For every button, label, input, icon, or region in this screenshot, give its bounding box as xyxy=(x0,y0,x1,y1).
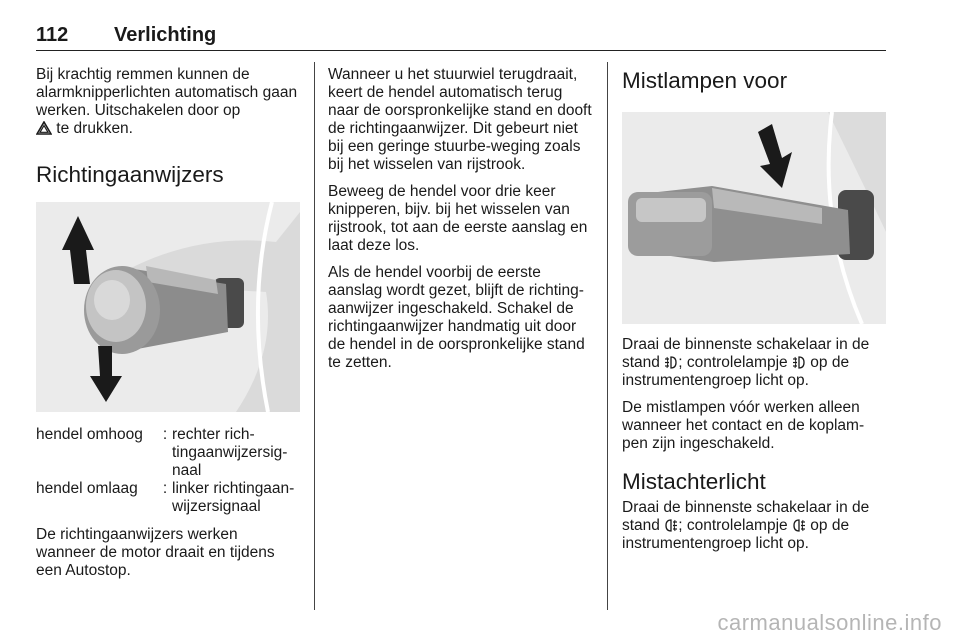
rear-fog-light-icon xyxy=(664,519,678,532)
rear-fog-text-c: op de instrumentengroep licht op. xyxy=(622,517,850,552)
page-header xyxy=(36,22,886,51)
paragraph-return: Wanneer u het stuurwiel terugdraait, keert de hendel automatisch terug naar de oorspronkelijke stand en dooft de richtingaanwijzer. Dit gebeurt niet bij een geringe stuurbe-weging zoals bij het wisselen van rijstrook. xyxy=(328,66,592,173)
front-fog-text-a: Draai de binnenste schakelaar in de stand xyxy=(622,336,870,371)
hazard-paragraph xyxy=(36,66,300,138)
watermark[interactable]: carmanualsonline.info xyxy=(717,610,942,635)
heading-rear-fog: Mistachterlicht xyxy=(622,469,766,494)
front-fog-text-c: op de instrumentengroep licht op. xyxy=(622,354,850,389)
hazard-text: Bij krachtig remmen kunnen de alarmknipperlichten automatisch gaan werken. Uitschakelen door op xyxy=(36,66,298,119)
turn-signal-lever-illustration xyxy=(36,202,300,412)
front-fog-text-b: ; controlelampje xyxy=(678,354,792,371)
column-divider xyxy=(607,62,608,610)
paragraph-permanent: Als de hendel voorbij de eerste aanslag wordt gezet, blijft de richting-aanwijzer ingeschakeld. Schakel de richtingaanwijzer handmatig uit door de hendel in de oorspronkelijke stand te zetten. xyxy=(328,264,585,371)
turn-signal-note: De richtingaanwijzers werken wanneer de motor draait en tijdens een Autostop. xyxy=(36,526,275,579)
term-lever-up: hendel omhoog xyxy=(36,426,143,443)
section-title: Verlichting xyxy=(114,24,217,46)
column-right xyxy=(622,66,886,562)
desc-right-signal: rechter rich-tingaanwijzersig-naal xyxy=(172,426,288,479)
front-fog-light-icon xyxy=(664,356,678,369)
separator: : xyxy=(162,426,168,443)
heading-turn-signals: Richtingaanwijzers xyxy=(36,162,224,187)
rear-fog-text-b: ; controlelampje xyxy=(678,517,792,534)
column-left xyxy=(36,66,300,589)
page-number: 112 xyxy=(36,24,69,46)
column-middle xyxy=(328,66,594,381)
heading-front-fog: Mistlampen voor xyxy=(622,68,788,93)
front-fog-light-icon xyxy=(792,356,806,369)
term-lever-down: hendel omlaag xyxy=(36,480,138,497)
desc-left-signal: linker richtingaan-wijzersignaal xyxy=(172,480,295,515)
separator: : xyxy=(162,480,168,497)
paragraph-three-blinks: Beweeg de hendel voor drie keer knipperen, bijv. bij het wisselen van rijstrook, tot aan de eerste aanslag en laat deze los. xyxy=(328,183,588,254)
fog-lamp-lever-illustration xyxy=(622,112,886,324)
front-fog-condition: De mistlampen vóór werken alleen wanneer het contact en de koplam-pen zijn ingeschakeld. xyxy=(622,399,865,452)
hazard-suffix: te drukken. xyxy=(52,120,133,137)
rear-fog-text-a: Draai de binnenste schakelaar in de stand xyxy=(622,499,870,534)
rear-fog-instruction xyxy=(622,499,886,553)
hazard-warning-icon xyxy=(36,121,52,135)
column-divider xyxy=(314,62,315,610)
rear-fog-light-icon xyxy=(792,519,806,532)
definition-list xyxy=(36,426,300,516)
front-fog-instruction xyxy=(622,336,886,390)
